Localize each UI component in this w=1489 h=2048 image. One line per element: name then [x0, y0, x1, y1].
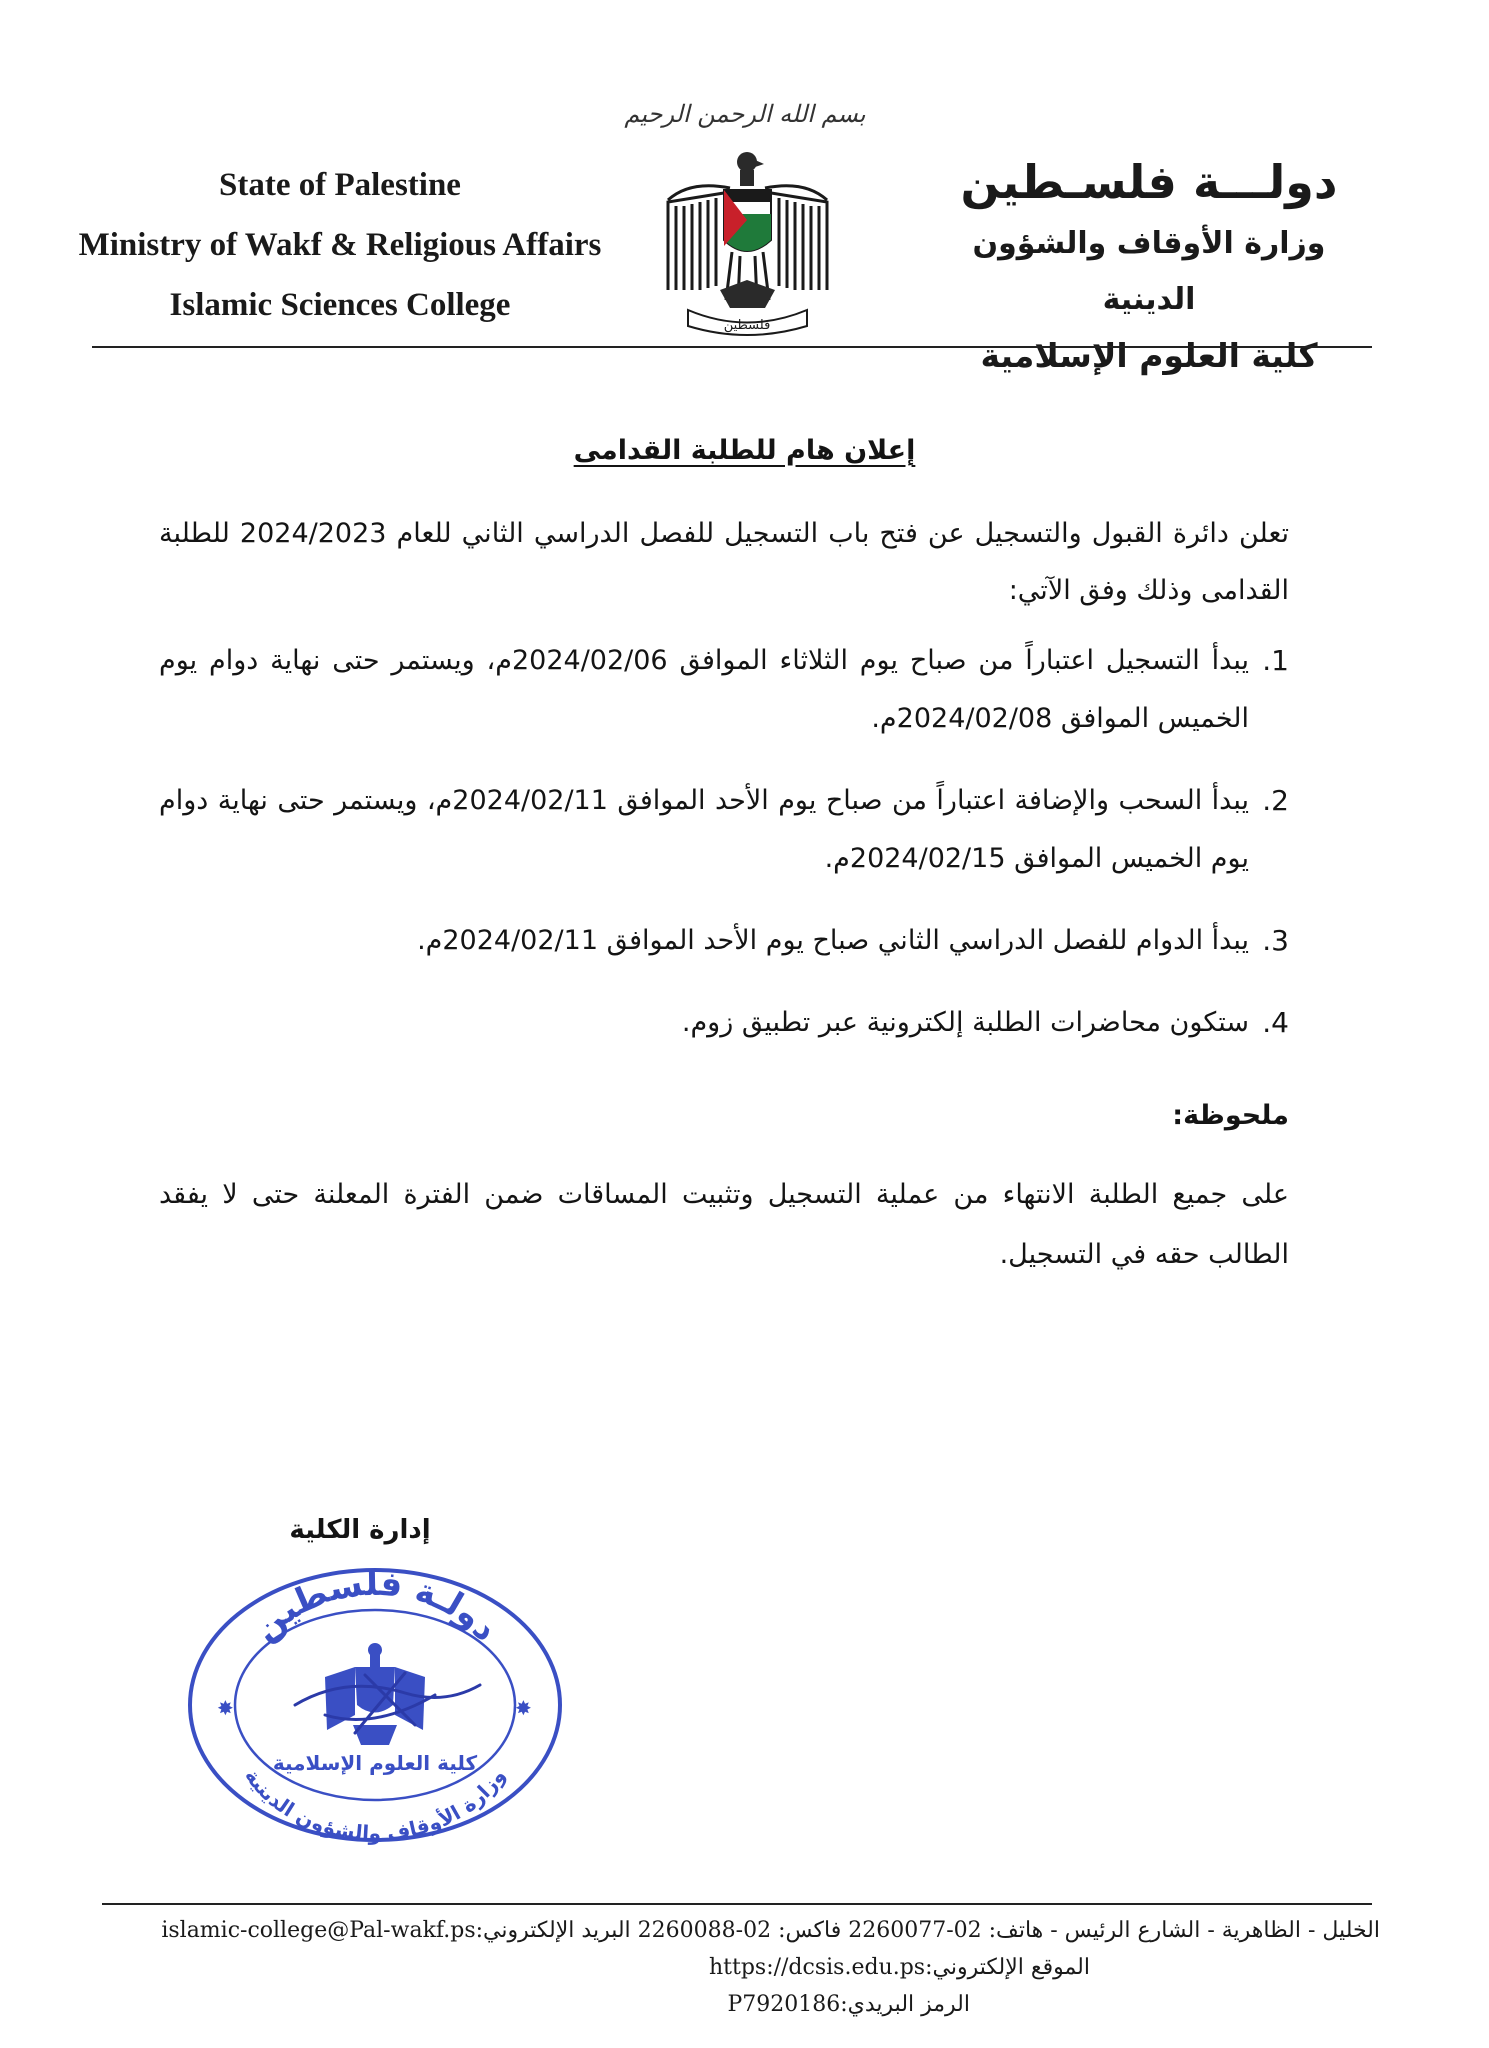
english-header	[70, 155, 610, 335]
svg-text:✸: ✸	[217, 1696, 234, 1720]
palestine-eagle-emblem-icon	[660, 140, 835, 340]
list-item-text: ستكون محاضرات الطلبة إلكترونية عبر تطبيق زوم.	[681, 1007, 1249, 1038]
list-item	[159, 632, 1289, 748]
arabic-college: كلية العلوم الإسلامية	[980, 336, 1318, 375]
arabic-header	[929, 148, 1369, 384]
list-item-text: يبدأ السحب والإضافة اعتباراً من صباح يوم الأحد الموافق 2024/02/11م، ويستمر حتى نهاية دوام يوم الخميس الموافق 2024/02/15م.	[159, 785, 1249, 874]
footer-contact	[100, 1912, 1380, 2023]
english-ministry: Ministry of Wakf & Religious Affairs	[78, 227, 602, 263]
basmala-calligraphy: بسم الله الرحمن الرحيم	[624, 100, 866, 128]
notice-intro: تعلن دائرة القبول والتسجيل عن فتح باب التسجيل للفصل الدراسي الثاني للعام 2024/2023 للطلبة القدامى وذلك وفق الآتي:	[159, 518, 1289, 606]
english-country: State of Palestine	[219, 167, 461, 203]
list-item	[159, 912, 1289, 970]
note-label: ملحوظة:	[1172, 1100, 1289, 1131]
list-item-text: يبدأ التسجيل اعتباراً من صباح يوم الثلاثاء الموافق 2024/02/06م، ويستمر حتى نهاية دوام يوم الخميس الموافق 2024/02/08م.	[159, 645, 1249, 734]
svg-text:✸: ✸	[515, 1696, 532, 1720]
official-stamp-icon	[175, 1555, 575, 1845]
emblem-banner-text: فلسطين	[723, 318, 771, 333]
notice-items-list	[159, 632, 1289, 1076]
footer-divider	[102, 1903, 1372, 1905]
arabic-country: دولـــة فلسـطين	[960, 155, 1338, 209]
college-administration-label: إدارة الكلية	[289, 1515, 431, 1545]
notice-title: إعلان هام للطلبة القدامى	[573, 435, 916, 466]
list-item-number: 4.	[1262, 1006, 1289, 1039]
list-item	[159, 772, 1289, 888]
footer-address: الخليل - الظاهرية - الشارع الرئيس - هاتف: 02-2260077 فاكس: 02-2260088 البريد الإلكتروني:islamic-college@Pal-wakf.ps	[161, 1918, 1380, 1943]
list-item	[159, 994, 1289, 1052]
svg-text:دولـة فلسطين	[245, 1564, 505, 1650]
english-college: Islamic Sciences College	[169, 287, 511, 323]
stamp-middle-text: كلية العلوم الإسلامية	[272, 1751, 478, 1775]
list-item-number: 1.	[1262, 644, 1289, 677]
arabic-ministry: وزارة الأوقاف والشؤون الدينية	[972, 226, 1326, 317]
note-text: على جميع الطلبة الانتهاء من عملية التسجيل وتثبيت المساقات ضمن الفترة المعلنة حتى لا يفقد الطالب حقه في التسجيل.	[159, 1179, 1289, 1270]
list-item-text: يبدأ الدوام للفصل الدراسي الثاني صباح يوم الأحد الموافق 2024/02/11م.	[417, 925, 1249, 956]
header-divider	[92, 346, 1372, 348]
footer-website: الموقع الإلكتروني:https://dcsis.edu.ps	[708, 1955, 1090, 1980]
list-item-number: 2.	[1262, 784, 1289, 817]
stamp-bottom-text: وزارة الأوقاف والشؤون الدينية	[240, 1764, 510, 1845]
stamp-top-text: دولـة فلسطين	[245, 1563, 506, 1650]
list-item-number: 3.	[1262, 924, 1289, 957]
footer-postal-code: الرمز البريدي:P7920186	[727, 1992, 970, 2017]
